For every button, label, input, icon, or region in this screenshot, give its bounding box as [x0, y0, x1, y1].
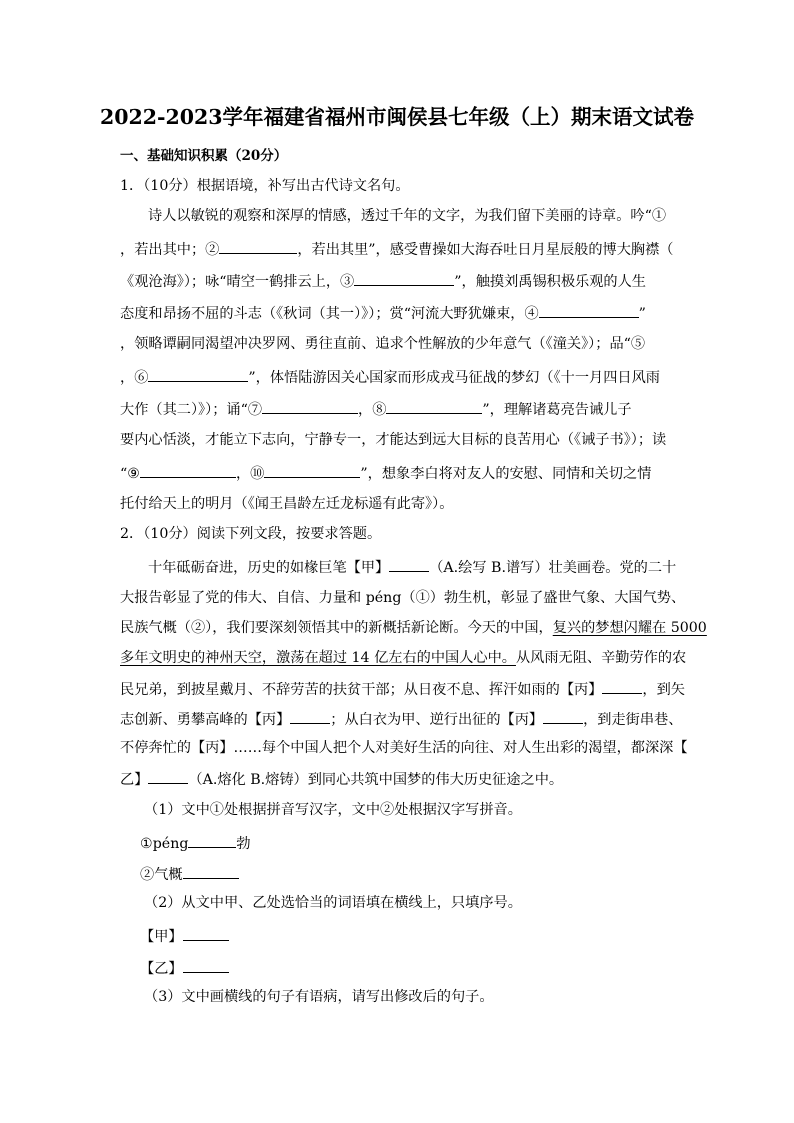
q1-line-7: 大作（其二）》）；诵“⑦ ，⑧ ”，理解诸葛亮告诫儿子: [120, 398, 632, 420]
answer-blank[interactable]: [188, 832, 236, 848]
question-1-stem: 1．（10分）根据语境，补写出古代诗文名句。: [120, 178, 410, 194]
q2-line-3: 民族气概（②），我们要深刻领悟其中的新概括新论断。今天的中国，复兴的梦想闪耀在 5000: [120, 620, 707, 636]
section-heading: 一、基础知识积累（20分）: [120, 148, 288, 164]
q1-line-10: 托付给天上的明月（《闻王昌龄左迁龙标遥有此寄》）。: [120, 496, 454, 512]
q2-line-4: 多年文明史的神州天空，激荡在超过 14 亿左右的中国人心中。从风雨无阻、辛勤劳作的农: [120, 650, 687, 666]
q2-line-1: 十年砥砺奋进，历史的如椽巨笔【甲】 （A.绘写 B.谱写）壮美画卷。党的二十: [148, 556, 676, 578]
answer-blank[interactable]: [148, 768, 188, 784]
q2-sub2-jia: 【甲】: [140, 925, 229, 947]
q2-sub1-a: ①péng 勃: [140, 832, 251, 854]
answer-blank[interactable]: [354, 270, 454, 286]
answer-blank[interactable]: [264, 462, 360, 478]
answer-blank[interactable]: [543, 708, 583, 724]
q2-line-7: 不停奔忙的【丙】……每个中国人把个人对美好生活的向往、对人生出彩的渴望，都深深【: [120, 740, 688, 756]
q2-sub2-yi: 【乙】: [140, 957, 229, 979]
q2-sub2: （2）从文中甲、乙处选恰当的词语填在横线上，只填序号。: [144, 895, 522, 911]
underlined-sentence: 多年文明史的神州天空，激荡在超过 14 亿左右的中国人心中。: [120, 650, 516, 666]
q2-line-8: 乙】 （A.熔化 B.熔铸）到同心共筑中国梦的伟大历史征途之中。: [120, 768, 563, 790]
q2-sub1-b: ②气概: [140, 863, 239, 885]
answer-blank[interactable]: [183, 925, 229, 941]
q2-line-2: 大报告彰显了党的伟大、自信、力量和 péng（①）勃生机，彰显了盛世气象、大国气势、: [120, 590, 686, 606]
answer-blank[interactable]: [183, 957, 229, 973]
answer-blank[interactable]: [140, 462, 236, 478]
answer-blank[interactable]: [602, 678, 642, 694]
answer-blank[interactable]: [389, 556, 429, 572]
q2-sub1: （1）文中①处根据拼音写汉字，文中②处根据汉字写拼音。: [144, 802, 522, 818]
underlined-sentence: 复兴的梦想闪耀在 5000: [552, 620, 707, 636]
answer-blank[interactable]: [386, 398, 482, 414]
answer-blank[interactable]: [539, 302, 639, 318]
answer-blank[interactable]: [148, 366, 248, 382]
q1-line-8: 要内心恬淡，才能立下志向，宁静专一，才能达到远大目标的良苦用心（《诫子书》）；读: [120, 432, 667, 448]
q2-sub3: （3）文中画横线的句子有语病，请写出修改后的句子。: [144, 989, 494, 1005]
q1-line-9: “⑨ ，⑩ ”，想象李白将对友人的安慰、同情和关切之情: [120, 462, 651, 484]
answer-blank[interactable]: [219, 238, 297, 254]
q1-line-2: ，若出其中；② ，若出其里”，感受曹操如大海吞吐日月星辰般的博大胸襟（: [120, 238, 673, 260]
answer-blank[interactable]: [183, 863, 239, 879]
q1-line-6: ，⑥ ”，体悟陆游因关心国家而形成戎马征战的梦幻（《十一月四日风雨: [120, 366, 660, 388]
answer-blank[interactable]: [262, 398, 358, 414]
q2-line-5: 民兄弟，到披星戴月、不辞劳苦的扶贫干部；从日夜不息、挥汗如雨的【丙】 ，到矢: [120, 678, 685, 700]
q2-line-6: 志创新、勇攀高峰的【丙】 ；从白衣为甲、逆行出征的【丙】 ，到走街串巷、: [120, 708, 682, 730]
q1-line-4: 态度和昂扬不屈的斗志（《秋词（其一）》）；赏“河流大野犹嫌束，④ ”: [120, 302, 646, 324]
exam-title: 2022-2023学年福建省福州市闽侯县七年级（上）期末语文试卷: [99, 105, 695, 129]
q1-line-1: 诗人以敏锐的观察和深厚的情感，透过千年的文字，为我们留下美丽的诗章。吟“①: [148, 208, 667, 224]
question-2-stem: 2．（10分）阅读下列文段，按要求答题。: [120, 526, 382, 542]
q1-line-5: ，领略谭嗣同渴望冲决罗网、勇往直前、追求个性解放的少年意气（《潼关》）；品“⑤: [120, 336, 646, 352]
q1-line-3: 《观沧海》）；咏“晴空一鹤排云上，③ ”，触摸刘禹锡积极乐观的人生: [120, 270, 646, 292]
answer-blank[interactable]: [290, 708, 330, 724]
